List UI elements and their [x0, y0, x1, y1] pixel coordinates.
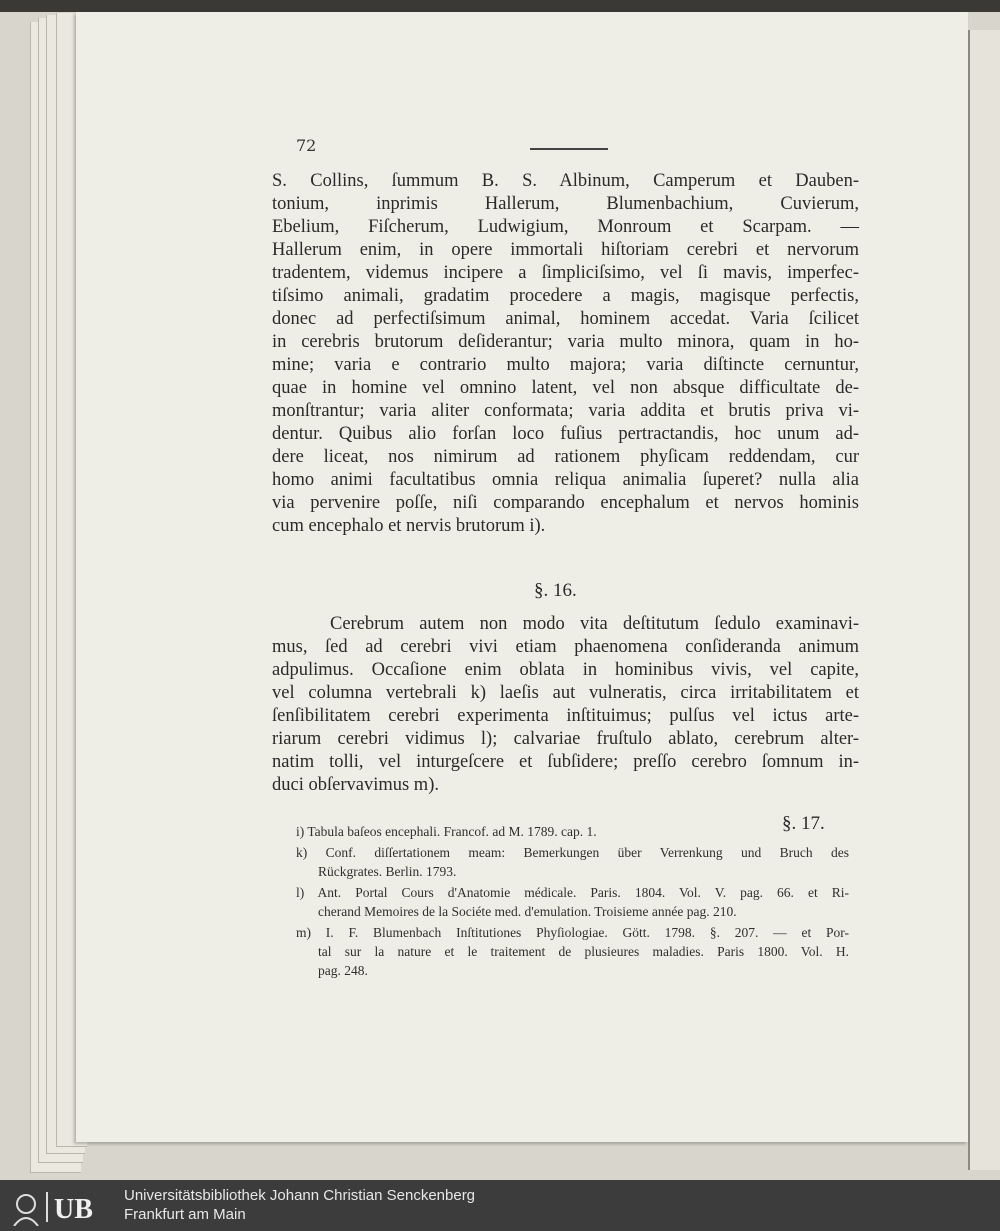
- text-line: tonium, inprimis Hallerum, Blumenbachium, Cuvierum,: [272, 194, 859, 214]
- text-line: mus, ſed ad cerebri vivi etiam phaenomena conſideranda animum: [272, 637, 859, 657]
- text-line: ſenſibilitatem cerebri experimenta inſtituimus; pulſus vel ictus arte-: [272, 706, 859, 726]
- library-city: Frankfurt am Main: [124, 1206, 246, 1223]
- text-line: via pervenire poſſe, niſi comparando encephalum et nervos hominis: [272, 493, 859, 513]
- footnote: [296, 822, 849, 841]
- svg-text:UB: UB: [54, 1194, 93, 1225]
- text-line: cum encephalo et nervis brutorum i).: [272, 516, 546, 536]
- footnote-line: k) Conf. diſſertationem meam: Bemerkungen über Verrenkung und Bruch des: [296, 845, 849, 860]
- footnote-line: m) I. F. Blumenbach Inſtitutiones Phyſiologiae. Gött. 1798. §. 207. — et Por-: [296, 925, 849, 940]
- section-heading-16: §. 16.: [534, 580, 577, 601]
- text-line: duci obſervavimus m).: [272, 775, 439, 795]
- text-line: quae in homine vel omnino latent, vel non absque difficultate de-: [272, 378, 859, 398]
- footnotes: [296, 822, 849, 982]
- section-heading-17: §. 17.: [782, 813, 825, 834]
- text-line: adpulimus. Occaſione enim oblata in hominibus vivis, vel capite,: [272, 660, 859, 680]
- text-line: homo animi facultatibus omnia reliqua animalia ſuperet? nulla alia: [272, 470, 859, 490]
- footnote-line: cherand Memoires de la Sociéte med. d'emulation. Troisieme année pag. 210.: [318, 904, 737, 919]
- text-line: in cerebris brutorum deſiderantur; varia multo minora, quam in ho-: [272, 332, 859, 352]
- text-line: vel columna vertebrali k) laeſis aut vulneratis, circa irritabilitatem et: [272, 683, 859, 703]
- footnote: [296, 843, 849, 881]
- footnote: [296, 923, 849, 980]
- text-line: riarum cerebri vidimus l); calvariae fruſtulo ablato, cerebrum alter-: [272, 729, 859, 749]
- text-line: Ebelium, Fiſcherum, Ludwigium, Monroum et Scarpam. —: [272, 217, 859, 237]
- text-line: tiſsimo animali, gradatim procedere a magis, magisque perfectis,: [272, 286, 859, 306]
- footnote-line: tal sur la nature et le traitement de plusieures maladies. Paris 1800. Vol. H.: [318, 944, 849, 959]
- header-rule: [530, 148, 608, 150]
- text-line: dere liceat, nos nimirum ad rationem phyſicam reddendam, cur: [272, 447, 859, 467]
- text-line: S. Collins, ſummum B. S. Albinum, Camperum et Dauben-: [272, 171, 859, 191]
- scanner-border: [0, 0, 1000, 12]
- text-line: donec ad perfectiſsimum animal, hominem accedat. Varia ſcilicet: [272, 309, 859, 329]
- text-line: Hallerum enim, in opere immortali hiſtoriam cerebri et nervorum: [272, 240, 859, 260]
- text-line: mine; varia e contrario multo majora; varia diſtincte cernuntur,: [272, 355, 859, 375]
- footnote: [296, 883, 849, 921]
- footnote-line: pag. 248.: [318, 963, 368, 978]
- footnote-line: l) Ant. Portal Cours d'Anatomie médicale. Paris. 1804. Vol. V. pag. 66. et Ri-: [296, 885, 849, 900]
- text-line: monſtrantur; varia aliter conformata; varia addita et brutis priva vi-: [272, 401, 859, 421]
- footer-bar: [0, 1180, 1000, 1231]
- text-line: tradentem, videmus incipere a ſimpliciſsimo, vel ſi mavis, imperfec-: [272, 263, 859, 283]
- footnote-line: Rückgrates. Berlin. 1793.: [318, 864, 457, 879]
- footnote-line: i) Tabula baſeos encephali. Francof. ad M. 1789. cap. 1.: [296, 824, 597, 839]
- facing-page-edge: [968, 30, 1000, 1170]
- text-line: dentur. Quibus alio forſan loco fuſius pertractandis, hoc unum ad-: [272, 424, 859, 444]
- page-number: 72: [296, 136, 317, 155]
- text-line: Cerebrum autem non modo vita deſtitutum ſedulo examinavi-: [330, 614, 859, 634]
- paragraph-2: [272, 613, 859, 797]
- ub-logo: [6, 1188, 118, 1226]
- text-line: natim tolli, vel inturgeſcere et ſubſidere; preſſo cerebro ſomnum in-: [272, 752, 859, 772]
- paragraph-1: [272, 170, 859, 538]
- library-name: Universitätsbibliothek Johann Christian Senckenberg: [124, 1187, 476, 1204]
